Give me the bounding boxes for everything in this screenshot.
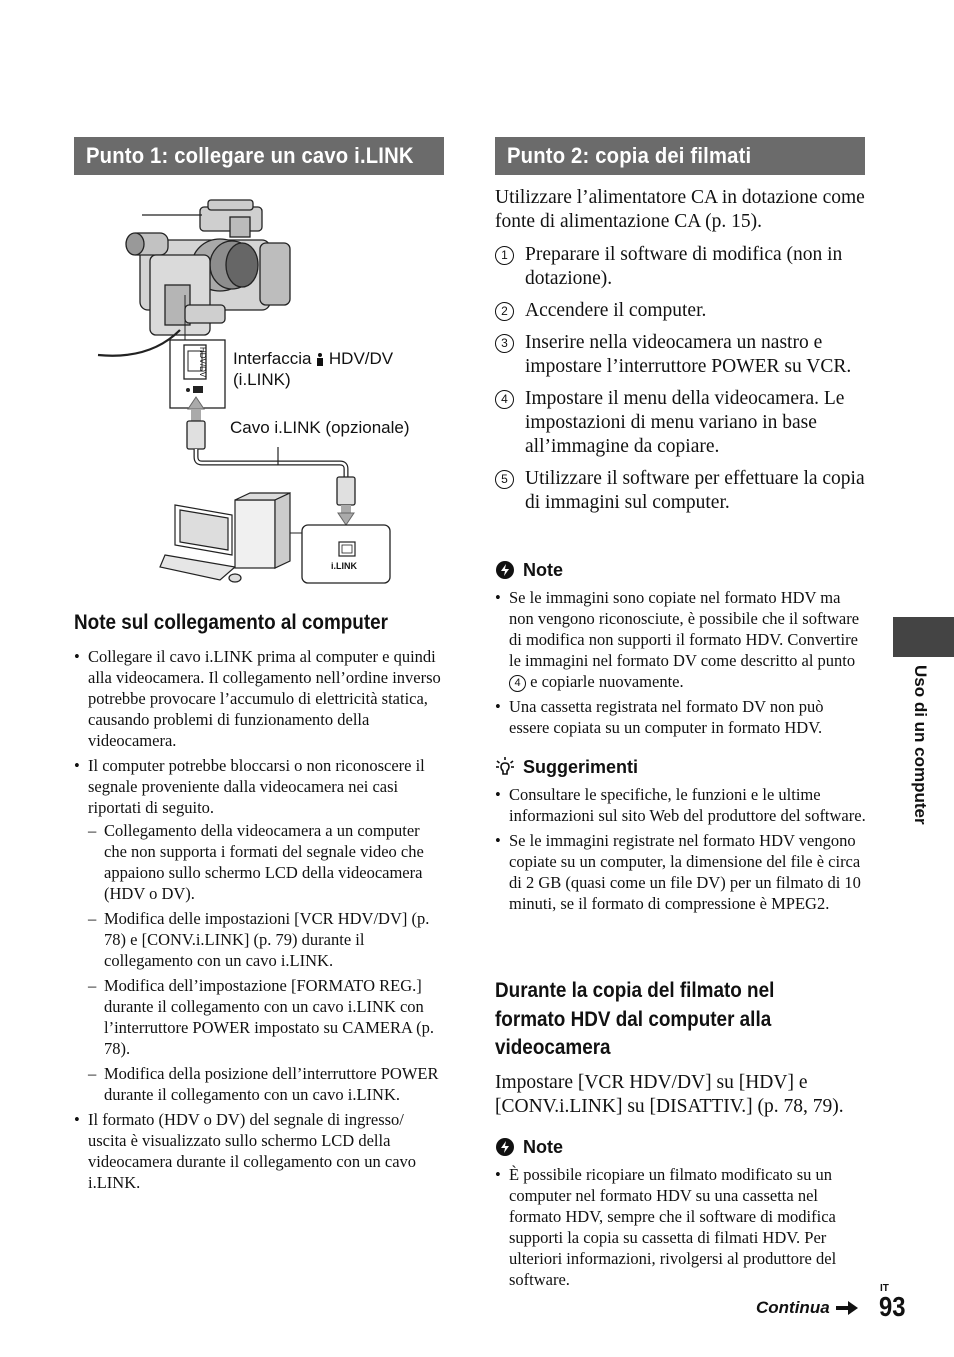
list-item: • Il formato (HDV o DV) del segnale di ingresso/ uscita è visualizzato sullo schermo LCD della videocamera durante il collegamento con un cavo i.LINK. (74, 1109, 444, 1193)
step-text: Impostare il menu della videocamera. Le impostazioni di menu variano in base all’immagine da copiare. (525, 388, 845, 457)
sub-list-item: – Modifica dell’impostazione [FORMATO REG.] durante il collegamento con un cavo i.LINK con l’interruttore POWER impostato su CAMERA (p. 78). (88, 975, 444, 1059)
note-header (495, 559, 867, 581)
step-number: 3 (495, 334, 514, 353)
ilink-symbol-icon (316, 350, 324, 364)
tips-title: Suggerimenti (523, 757, 639, 777)
list-item-text: Il computer potrebbe bloccarsi o non riconoscere il segnale proveniente dalla videocamera nei casi riportati di seguito. (88, 756, 425, 817)
step2-banner-text: Punto 2: copia dei filmati (507, 143, 752, 168)
right-main (495, 186, 867, 523)
note-section-2 (495, 1136, 867, 1294)
step-text: Preparare il software di modifica (non in dotazione). (525, 244, 843, 289)
lightbulb-icon (495, 756, 515, 778)
sub-list-item: – Collegamento della videocamera a un computer che non supporta i formati del segnale video che appaiono sullo schermo LCD della videocamera (HDV o DV). (88, 820, 444, 904)
note-header (495, 1136, 867, 1158)
arrow-right-icon (836, 1301, 858, 1315)
interface-label-line2: (i.LINK) (233, 370, 291, 389)
continua-link[interactable] (756, 1298, 858, 1318)
port-vertical-label: HDV/DV (198, 347, 207, 378)
section-side-label (910, 665, 930, 835)
interface-label (233, 348, 393, 390)
note-section-1 (495, 559, 867, 742)
intro-paragraph: Utilizzare l’alimentatore CA in dotazione come fonte di alimentazione CA (p. 15). (495, 187, 865, 232)
list-item: • È possibile ricopiare un filmato modificato su un computer nel formato HDV su una cassetta nel formato HDV, sempre che il software di modifica supporti la copia su cassetta di filmati HDV. Per ulteriori informazioni, rivolgersi al produttore del software. (495, 1164, 867, 1290)
step1-banner-text: Punto 1: collegare un cavo i.LINK (86, 143, 414, 168)
right-heading-line3: videocamera (495, 1036, 611, 1059)
pc-port-label: i.LINK (331, 561, 357, 571)
continua-text: Continua (756, 1298, 830, 1317)
step-number: 2 (495, 302, 514, 321)
step-5 (495, 467, 867, 515)
interface-label-rest: HDV/DV (324, 349, 394, 368)
step2-banner (495, 137, 865, 175)
list-item (495, 587, 867, 692)
hdv-copy-paragraph: Impostare [VCR HDV/DV] su [HDV] e [CONV.i.LINK] su [DISATTIV.] (p. 78, 79). (495, 1072, 844, 1117)
section-tab-marker (893, 617, 954, 657)
list-item: • Una cassetta registrata nel formato DV non può essere copiata su un computer in formato HDV. (495, 696, 867, 738)
computer-illustration (160, 493, 290, 582)
step-text: Utilizzare il software per effettuare la copia di immagini sul computer. (525, 468, 865, 513)
tips-section (495, 756, 867, 918)
sub-list-item: – Modifica delle impostazioni [VCR HDV/DV] (p. 78) e [CONV.i.LINK] (p. 79) durante il collegamento con un cavo i.LINK. (88, 908, 444, 971)
step-number: 5 (495, 470, 514, 489)
step-ref-number: 4 (509, 675, 526, 692)
section-side-label-text: Uso di un computer (911, 665, 930, 825)
step1-banner (74, 137, 444, 175)
step-1 (495, 243, 867, 291)
step-text: Inserire nella videocamera un nastro e impostare l’interruttore POWER su VCR. (525, 332, 852, 377)
step-2 (495, 299, 867, 323)
list-item: • Consultare le specifiche, le funzioni e le ultime informazioni sul sito Web del produttore del software. (495, 784, 867, 826)
tips-header (495, 756, 867, 778)
right-heading-line2: formato HDV dal computer alla (495, 1007, 772, 1031)
cable-label: Cavo i.LINK (opzionale) (230, 418, 410, 437)
interface-label-text: Interfaccia (233, 349, 312, 368)
left-heading (74, 609, 444, 637)
step-4 (495, 387, 867, 459)
step-number: 4 (495, 390, 514, 409)
note-icon (495, 1137, 515, 1157)
camcorder-illustration (126, 200, 290, 335)
left-notes (74, 646, 444, 1197)
list-item: • Collegare il cavo i.LINK prima al computer e quindi alla videocamera. Il collegamento nell’ordine inverso potrebbe provocare l’accumulo di elettricità statica, causando problemi di funzionamento della videocamera. (74, 646, 444, 751)
sub-list-item: – Modifica della posizione dell’interruttore POWER durante il collegamento con un cavo i.LINK. (88, 1063, 444, 1105)
note-icon (495, 560, 515, 580)
language-code: IT (880, 1283, 889, 1294)
step-text: Accendere il computer. (525, 300, 707, 321)
connection-diagram (90, 195, 450, 590)
list-item (74, 755, 444, 1105)
connection-illustration (90, 195, 450, 590)
note-title: Note (523, 560, 563, 580)
right-heading-line1: Durante la copia del filmato nel (495, 979, 775, 1002)
right-heading (495, 977, 867, 1063)
left-heading-text: Note sul collegamento al computer (74, 611, 389, 634)
step-number: 1 (495, 246, 514, 265)
step-3 (495, 331, 867, 379)
note-title: Note (523, 1137, 563, 1157)
note-text: Se le immagini sono copiate nel formato HDV ma non vengono riconosciute, è possibile che il software di modifica non supporti il formato HDV. Convertire le immagini nel formato DV come descritto al punto (509, 588, 860, 670)
note-text-end: e copiarle nuovamente. (526, 672, 684, 691)
list-item: • Se le immagini registrate nel formato HDV vengono copiate su un computer, la dimensione del file è circa di 2 GB (quasi come un file DV) per un filmato di 10 minuti, se il formato di compressione è MPEG2. (495, 830, 867, 914)
page-number: 93 (879, 1291, 906, 1322)
